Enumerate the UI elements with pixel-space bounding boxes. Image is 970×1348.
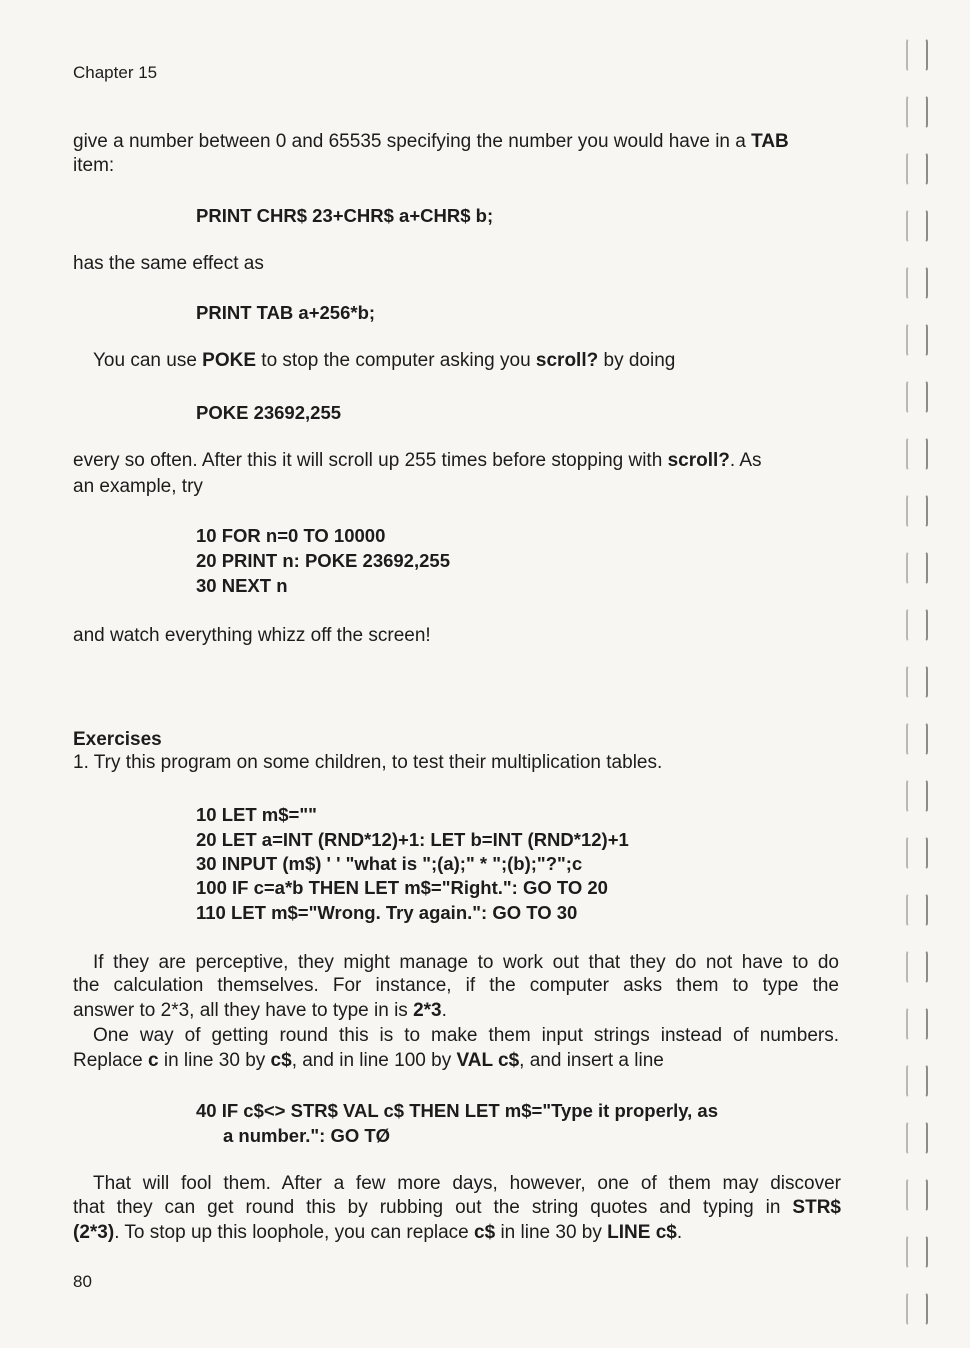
paragraph-line: every so often. After this it will scroll up 255 times before stopping with scroll?. As <box>73 450 762 471</box>
binding-ring <box>906 494 928 528</box>
paragraph-line: item: <box>73 155 115 176</box>
binding-ring <box>906 1178 928 1212</box>
binding-ring <box>906 38 928 72</box>
binding-ring <box>906 665 928 699</box>
keyword-scroll: scroll? <box>667 450 730 471</box>
paragraph-line: has the same effect as <box>73 253 264 274</box>
binding-ring <box>906 1235 928 1269</box>
binding-ring <box>906 380 928 414</box>
exercises-heading: Exercises <box>73 729 162 750</box>
paragraph-line: that they can get round this by rubbing out the string quotes and typing in STR$ <box>73 1197 841 1218</box>
paragraph-line: If they are perceptive, they might manage to work out that they do not have to do <box>93 952 839 973</box>
code-line: PRINT TAB a+256*b; <box>196 302 376 323</box>
paragraph-line: Replace c in line 30 by c$, and in line 100 by VAL c$, and insert a line <box>73 1050 664 1071</box>
binding-ring <box>906 779 928 813</box>
binding-ring <box>906 551 928 585</box>
binding-ring <box>906 1064 928 1098</box>
binding-ring <box>906 437 928 471</box>
binding-ring <box>906 209 928 243</box>
code-line: PRINT CHR$ 23+CHR$ a+CHR$ b; <box>196 205 494 226</box>
spiral-binding <box>898 30 948 1330</box>
paragraph-line: an example, try <box>73 476 203 497</box>
keyword-poke: POKE <box>202 350 257 371</box>
binding-ring <box>906 1007 928 1041</box>
paragraph-line: You can use POKE to stop the computer asking you scroll? by doing <box>93 350 676 371</box>
binding-ring <box>906 1121 928 1155</box>
binding-ring <box>906 836 928 870</box>
paragraph-line: (2*3). To stop up this loophole, you can replace c$ in line 30 by LINE c$. <box>73 1222 683 1243</box>
paragraph-line: answer to 2*3, all they have to type in is 2*3. <box>73 1000 447 1021</box>
code-line: a number.": GO TØ <box>223 1125 391 1146</box>
paragraph-line: the calculation themselves. For instance, if the computer asks them to type the <box>73 975 839 996</box>
binding-ring <box>906 95 928 129</box>
page-number: 80 <box>73 1272 92 1291</box>
paragraph-line: give a number between 0 and 65535 specifying the number you would have in a TAB <box>73 131 789 152</box>
code-line: 30 NEXT n <box>196 575 288 596</box>
binding-ring <box>906 1292 928 1326</box>
binding-ring <box>906 152 928 186</box>
chapter-header: Chapter 15 <box>73 63 158 82</box>
paragraph-line: One way of getting round this is to make them input strings instead of numbers. <box>93 1025 839 1046</box>
binding-ring <box>906 323 928 357</box>
code-line: 30 INPUT (m$) ' ' "what is ";(a);" * ";(b);"?";c <box>196 853 583 874</box>
paragraph-line: and watch everything whizz off the screen! <box>73 625 431 646</box>
code-line: 110 LET m$="Wrong. Try again.": GO TO 30 <box>196 902 578 923</box>
keyword-scroll: scroll? <box>535 350 599 371</box>
keyword-expression: 2*3 <box>413 1000 442 1021</box>
binding-ring <box>906 266 928 300</box>
code-line: 10 LET m$="" <box>196 804 317 825</box>
code-line: 100 IF c=a*b THEN LET m$="Right.": GO TO 20 <box>196 877 608 898</box>
code-line: POKE 23692,255 <box>196 402 342 423</box>
code-line: 10 FOR n=0 TO 10000 <box>196 525 386 546</box>
binding-ring <box>906 893 928 927</box>
code-line: 20 PRINT n: POKE 23692,255 <box>196 550 450 571</box>
code-line: 20 LET a=INT (RND*12)+1: LET b=INT (RND*12)+1 <box>196 829 629 850</box>
paragraph-line: That will fool them. After a few more days, however, one of them may discover <box>93 1173 841 1194</box>
binding-ring <box>906 608 928 642</box>
keyword-tab: TAB <box>751 131 789 152</box>
binding-ring <box>906 722 928 756</box>
exercise-item: 1. Try this program on some children, to test their multiplication tables. <box>73 752 663 773</box>
code-line: 40 IF c$<> STR$ VAL c$ THEN LET m$="Type it properly, as <box>196 1100 718 1121</box>
binding-ring <box>906 950 928 984</box>
